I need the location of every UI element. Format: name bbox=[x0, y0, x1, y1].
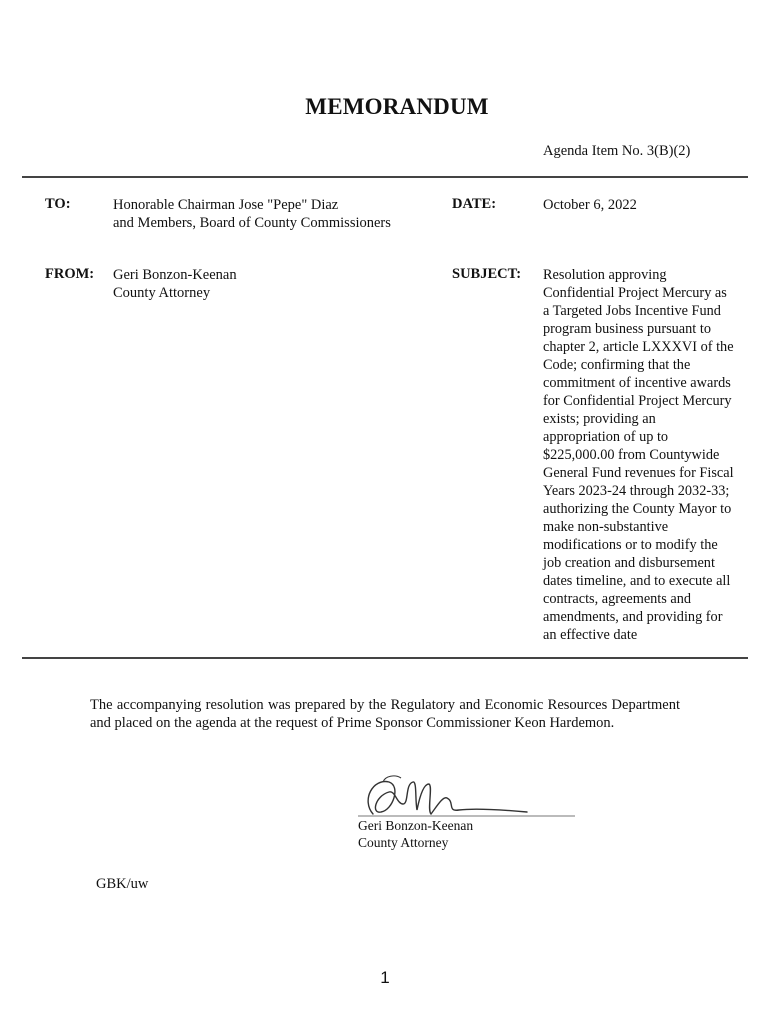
header-bottom-rule bbox=[22, 657, 748, 659]
to-label: TO: bbox=[45, 196, 71, 212]
subject-line: $225,000.00 from Countywide bbox=[543, 447, 720, 463]
subject-line: Years 2023-24 through 2032-33; bbox=[543, 483, 730, 499]
signature-image bbox=[355, 770, 585, 822]
subject-line: make non-substantive bbox=[543, 519, 669, 535]
subject-label: SUBJECT: bbox=[452, 266, 522, 282]
handwritten-signature bbox=[355, 770, 585, 822]
subject-line: Code; confirming that the bbox=[543, 357, 691, 373]
date-label: DATE: bbox=[452, 196, 497, 212]
subject-line: authorizing the County Mayor to bbox=[543, 501, 732, 517]
from-sender bbox=[113, 266, 237, 302]
body-paragraph: The accompanying resolution was prepared by the Regulatory and Economic Resources Department and placed on the agenda at the request of Prime Sponsor Commissioner Keon Hardemon. bbox=[90, 697, 680, 731]
to-line-1: Honorable Chairman Jose "Pepe" Diaz bbox=[113, 197, 339, 213]
subject-line: amendments, and providing for bbox=[543, 609, 723, 625]
subject-line: General Fund revenues for Fiscal bbox=[543, 465, 734, 481]
header-top-rule bbox=[22, 176, 748, 178]
to-recipients bbox=[113, 196, 391, 232]
agenda-item-number: Agenda Item No. 3(B)(2) bbox=[543, 143, 691, 159]
subject-line: job creation and disbursement bbox=[543, 555, 715, 571]
date-value: October 6, 2022 bbox=[543, 197, 637, 213]
subject-line: exists; providing an bbox=[543, 411, 656, 427]
signatory-title: County Attorney bbox=[358, 835, 449, 850]
subject-line: program business pursuant to bbox=[543, 321, 711, 337]
subject-line: modifications or to modify the bbox=[543, 537, 718, 553]
to-line-2: and Members, Board of County Commissioners bbox=[113, 215, 391, 231]
from-line-2: County Attorney bbox=[113, 285, 211, 301]
signatory-name: Geri Bonzon-Keenan bbox=[358, 818, 474, 833]
subject-line: commitment of incentive awards bbox=[543, 375, 731, 391]
subject-line: a Targeted Jobs Incentive Fund bbox=[543, 303, 721, 319]
subject-line: contracts, agreements and bbox=[543, 591, 692, 607]
subject-line: Confidential Project Mercury as bbox=[543, 285, 727, 301]
from-line-1: Geri Bonzon-Keenan bbox=[113, 267, 237, 283]
subject-line: an effective date bbox=[543, 627, 638, 643]
subject-line: dates timeline, and to execute all bbox=[543, 573, 731, 589]
signature-block bbox=[358, 817, 473, 851]
from-label: FROM: bbox=[45, 266, 95, 282]
subject-line: for Confidential Project Mercury bbox=[543, 393, 732, 409]
memo-title: MEMORANDUM bbox=[305, 94, 489, 119]
subject-line: chapter 2, article LXXXVI of the bbox=[543, 339, 734, 355]
typist-initials: GBK/uw bbox=[96, 876, 149, 892]
subject-line: Resolution approving bbox=[543, 267, 667, 283]
page-number: 1 bbox=[380, 968, 390, 987]
subject-line: appropriation of up to bbox=[543, 429, 669, 445]
subject-text bbox=[543, 266, 749, 644]
